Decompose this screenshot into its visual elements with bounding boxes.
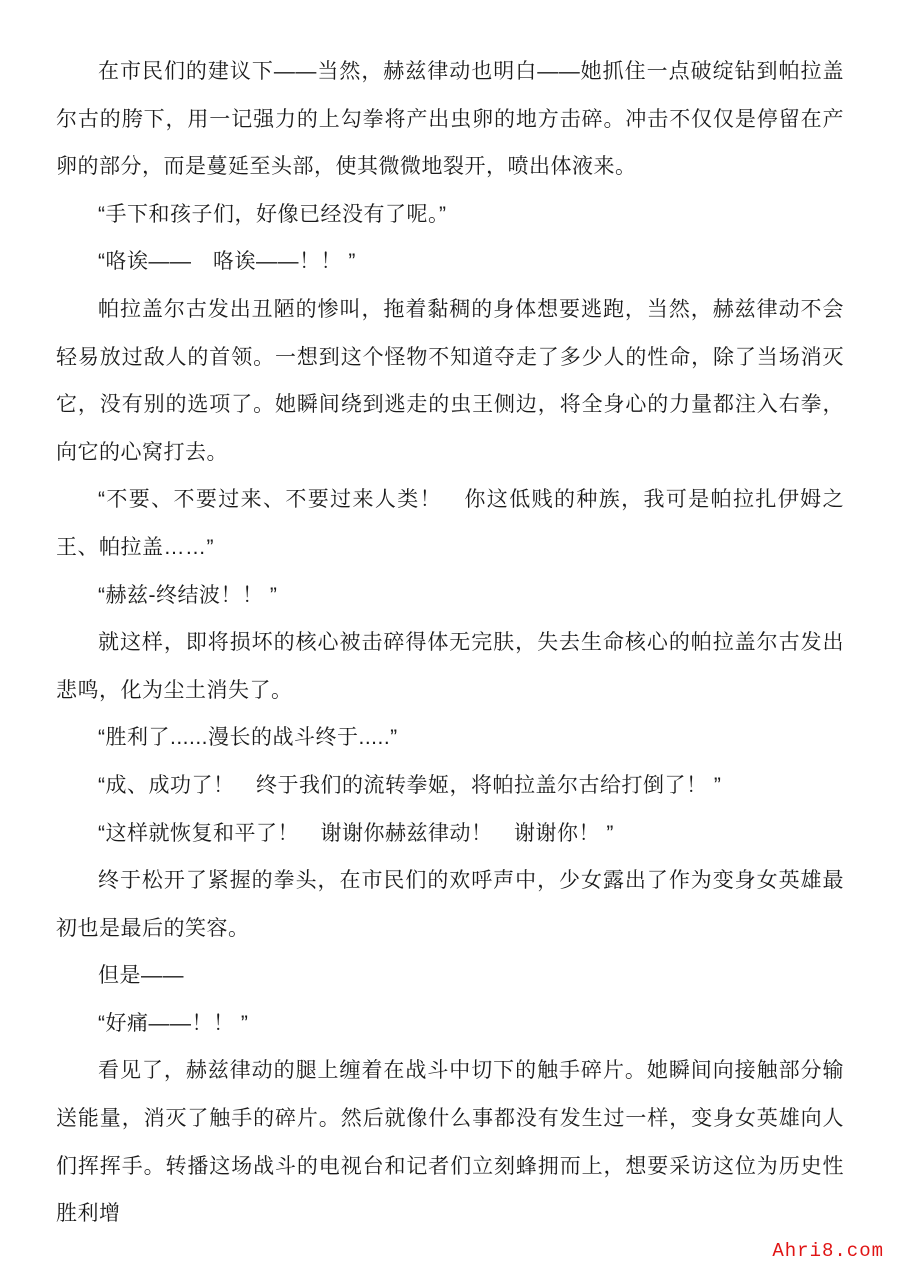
paragraph-dialogue: “成、成功了！ 终于我们的流转拳姬，将帕拉盖尔古给打倒了！ ” bbox=[98, 773, 722, 797]
paragraph-dialogue: “胜利了......漫长的战斗终于.....” bbox=[98, 726, 398, 750]
page-body-text bbox=[56, 48, 844, 1238]
paragraph-dialogue: “手下和孩子们，好像已经没有了呢。” bbox=[98, 202, 447, 226]
paragraph: 帕拉盖尔古发出丑陋的惨叫，拖着黏稠的身体想要逃跑，当然，赫兹律动不会轻易放过敌人的首领。一想到这个怪物不知道夺走了多少人的性命，除了当场消灭它，没有别的选项了。她瞬间绕到逃走的虫王侧边，将全身心的力量都注入右拳，向它的心窝打去。 bbox=[56, 297, 844, 464]
paragraph-dialogue: “不要、不要过来、不要过来人类！ 你这低贱的种族，我可是帕拉扎伊姆之王、帕拉盖……” bbox=[56, 488, 844, 559]
paragraph: 看见了，赫兹律动的腿上缠着在战斗中切下的触手碎片。她瞬间向接触部分输送能量，消灭了触手的碎片。然后就像什么事都没有发生过一样，变身女英雄向人们挥挥手。转播这场战斗的电视台和记者们立刻蜂拥而上，想要采访这位为历史性胜利增 bbox=[56, 1059, 844, 1226]
watermark: Ahri8.com bbox=[772, 1240, 884, 1262]
paragraph: 在市民们的建议下——当然，赫兹律动也明白——她抓住一点破绽钻到帕拉盖尔古的胯下，用一记强力的上勾拳将产出虫卵的地方击碎。冲击不仅仅是停留在产卵的部分，而是蔓延至头部，使其微微地裂开，喷出体液来。 bbox=[56, 60, 844, 179]
paragraph-dialogue: “好痛——！！ ” bbox=[98, 1011, 249, 1035]
paragraph: 终于松开了紧握的拳头，在市民们的欢呼声中，少女露出了作为变身女英雄最初也是最后的笑容。 bbox=[56, 869, 844, 940]
paragraph-dialogue: “这样就恢复和平了！ 谢谢你赫兹律动！ 谢谢你！ ” bbox=[98, 821, 614, 845]
paragraph: 就这样，即将损坏的核心被击碎得体无完肤，失去生命核心的帕拉盖尔古发出悲鸣，化为尘土消失了。 bbox=[56, 631, 844, 702]
paragraph: 但是—— bbox=[98, 964, 184, 988]
paragraph-dialogue: “赫兹-终结波！！ ” bbox=[98, 583, 278, 607]
paragraph-dialogue: “咯诶—— 咯诶——！！ ” bbox=[98, 250, 356, 274]
